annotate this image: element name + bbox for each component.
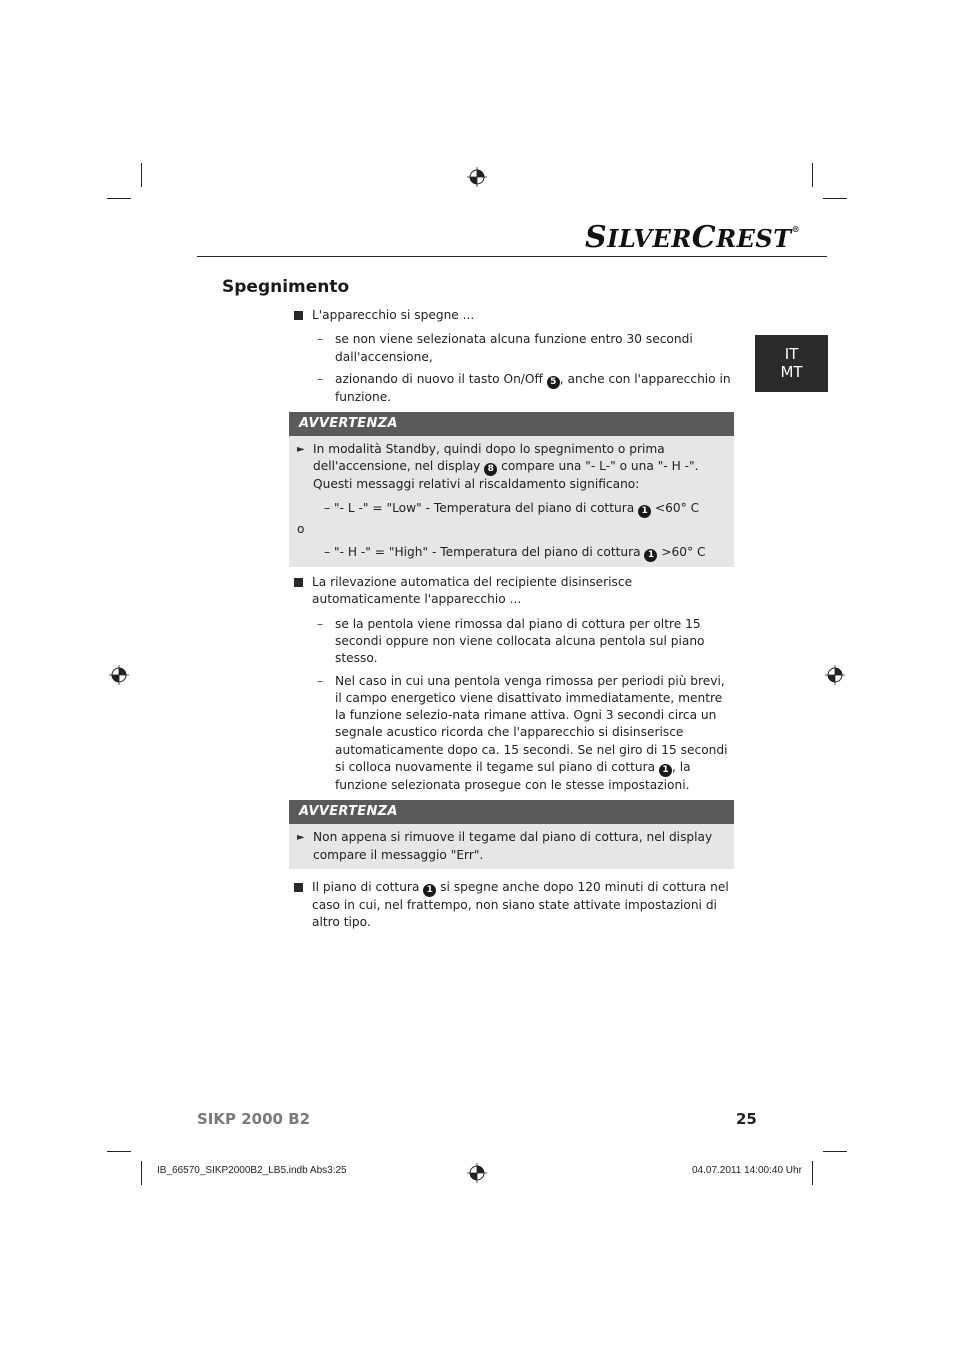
dash-icon: –	[317, 371, 324, 386]
section-title: Spegnimento	[222, 277, 350, 297]
warning-note-body	[289, 824, 734, 869]
display-number-icon: 8	[484, 463, 497, 476]
note-paragraph	[297, 829, 726, 864]
note-text: In modalità Standby, quindi dopo lo spegnimento o prima dell'accensione, nel display	[313, 442, 665, 474]
crop-mark	[823, 1151, 847, 1152]
footer-model: SIKP 2000 B2	[197, 1110, 311, 1128]
language-tab-line: MT	[780, 363, 803, 381]
dash-text: Nel caso in cui una pentola venga rimossa per periodi più brevi, il campo energetico viene disattivato immediatamente, mentre la funzione selezio-nata rimane attiva. Ogni 3 secondi circa un segnale acustico ricorda che l'apparecchio si disinserisce automaticamente dopo ca. 15 secondi. Se nel giro di 15 secondi si colloca nuovamente il tegame sul piano di cottura	[335, 673, 728, 775]
registration-mark-icon	[467, 167, 487, 187]
dash-text: se la pentola viene rimossa dal piano di cottura per oltre 15 secondi oppure non viene collocata alcuna pentola sul piano stesso.	[335, 616, 705, 666]
warning-note-title: AVVERTENZA	[289, 412, 734, 436]
crop-mark	[812, 163, 813, 187]
bullet-square-icon	[294, 578, 303, 587]
bullet-text: si spegne anche dopo 120 minuti di cottura nel caso in cui, nel frattempo, non siano state attivate impostazioni di altro tipo.	[312, 879, 729, 930]
hob-number-icon: 1	[638, 505, 651, 518]
crop-mark	[141, 1161, 142, 1185]
note-text: Non appena si rimuove il tegame dal piano di cottura, nel display compare il messaggio "Err".	[313, 830, 713, 862]
registration-mark-icon	[109, 665, 129, 685]
warning-note	[289, 412, 734, 567]
note-or: o	[297, 521, 305, 536]
language-tab-line: IT	[784, 345, 799, 363]
onoff-button-number-icon: 5	[547, 376, 560, 389]
brand-logo: SILVERCREST®	[585, 220, 801, 255]
main-content	[289, 307, 734, 932]
crop-mark	[107, 1151, 131, 1152]
bullet-item	[289, 574, 734, 609]
bullet-item	[289, 307, 734, 324]
dash-text: , la funzione selezionata prosegue con le stesse impostazioni.	[335, 760, 691, 793]
hob-number-icon: 1	[659, 764, 672, 777]
language-tab	[755, 335, 828, 392]
arrow-right-icon: ►	[297, 444, 305, 456]
warning-note	[289, 800, 734, 869]
hob-number-icon: 1	[644, 549, 657, 562]
crop-mark	[141, 163, 142, 187]
registration-mark-icon	[825, 665, 845, 685]
dash-item	[289, 673, 734, 795]
dash-item	[289, 371, 734, 406]
note-text: compare una "- L-" o una "- H -". Questi messaggi relativi al riscaldamento significano:	[313, 459, 699, 492]
note-text: >60° C	[661, 545, 706, 560]
header-divider	[197, 256, 827, 257]
registration-mark-icon	[467, 1163, 487, 1183]
dash-text: , anche con l'apparecchio in funzione.	[335, 371, 731, 404]
warning-note-title: AVVERTENZA	[289, 800, 734, 824]
note-paragraph	[297, 441, 726, 494]
dash-item	[289, 616, 734, 668]
note-text: <60° C	[654, 500, 700, 515]
crop-mark	[107, 198, 131, 199]
note-text: – "- H -" = "High" - Temperatura del piano di cottura	[324, 545, 641, 560]
bullet-item	[289, 879, 734, 932]
bullet-text: L'apparecchio si spegne ...	[312, 308, 475, 322]
hob-number-icon: 1	[423, 884, 436, 897]
dash-icon: –	[317, 616, 324, 631]
dash-text: azionando di nuovo il tasto On/Off	[335, 371, 543, 386]
note-high-line	[297, 544, 726, 562]
bullet-text: Il piano di cottura	[312, 879, 420, 894]
page-number: 25	[736, 1110, 757, 1128]
warning-note-body	[289, 436, 734, 567]
dash-text: se non viene selezionata alcuna funzione entro 30 secondi dall'accensione,	[335, 332, 693, 364]
crop-mark	[823, 198, 847, 199]
crop-mark	[812, 1161, 813, 1185]
print-slug-date: 04.07.2011 14:00:40 Uhr	[692, 1165, 802, 1176]
note-low-line	[297, 500, 726, 518]
arrow-right-icon: ►	[297, 832, 305, 844]
dash-icon: –	[317, 332, 324, 347]
print-slug-file: IB_66570_SIKP2000B2_LB5.indb Abs3:25	[157, 1165, 347, 1176]
dash-icon: –	[317, 673, 324, 688]
bullet-square-icon	[294, 311, 303, 320]
dash-item	[289, 331, 734, 366]
bullet-text: La rilevazione automatica del recipiente disinserisce automaticamente l'apparecchio ...	[312, 575, 633, 607]
note-text: – "- L -" = "Low" - Temperatura del piano di cottura	[324, 500, 635, 515]
bullet-square-icon	[294, 883, 303, 892]
